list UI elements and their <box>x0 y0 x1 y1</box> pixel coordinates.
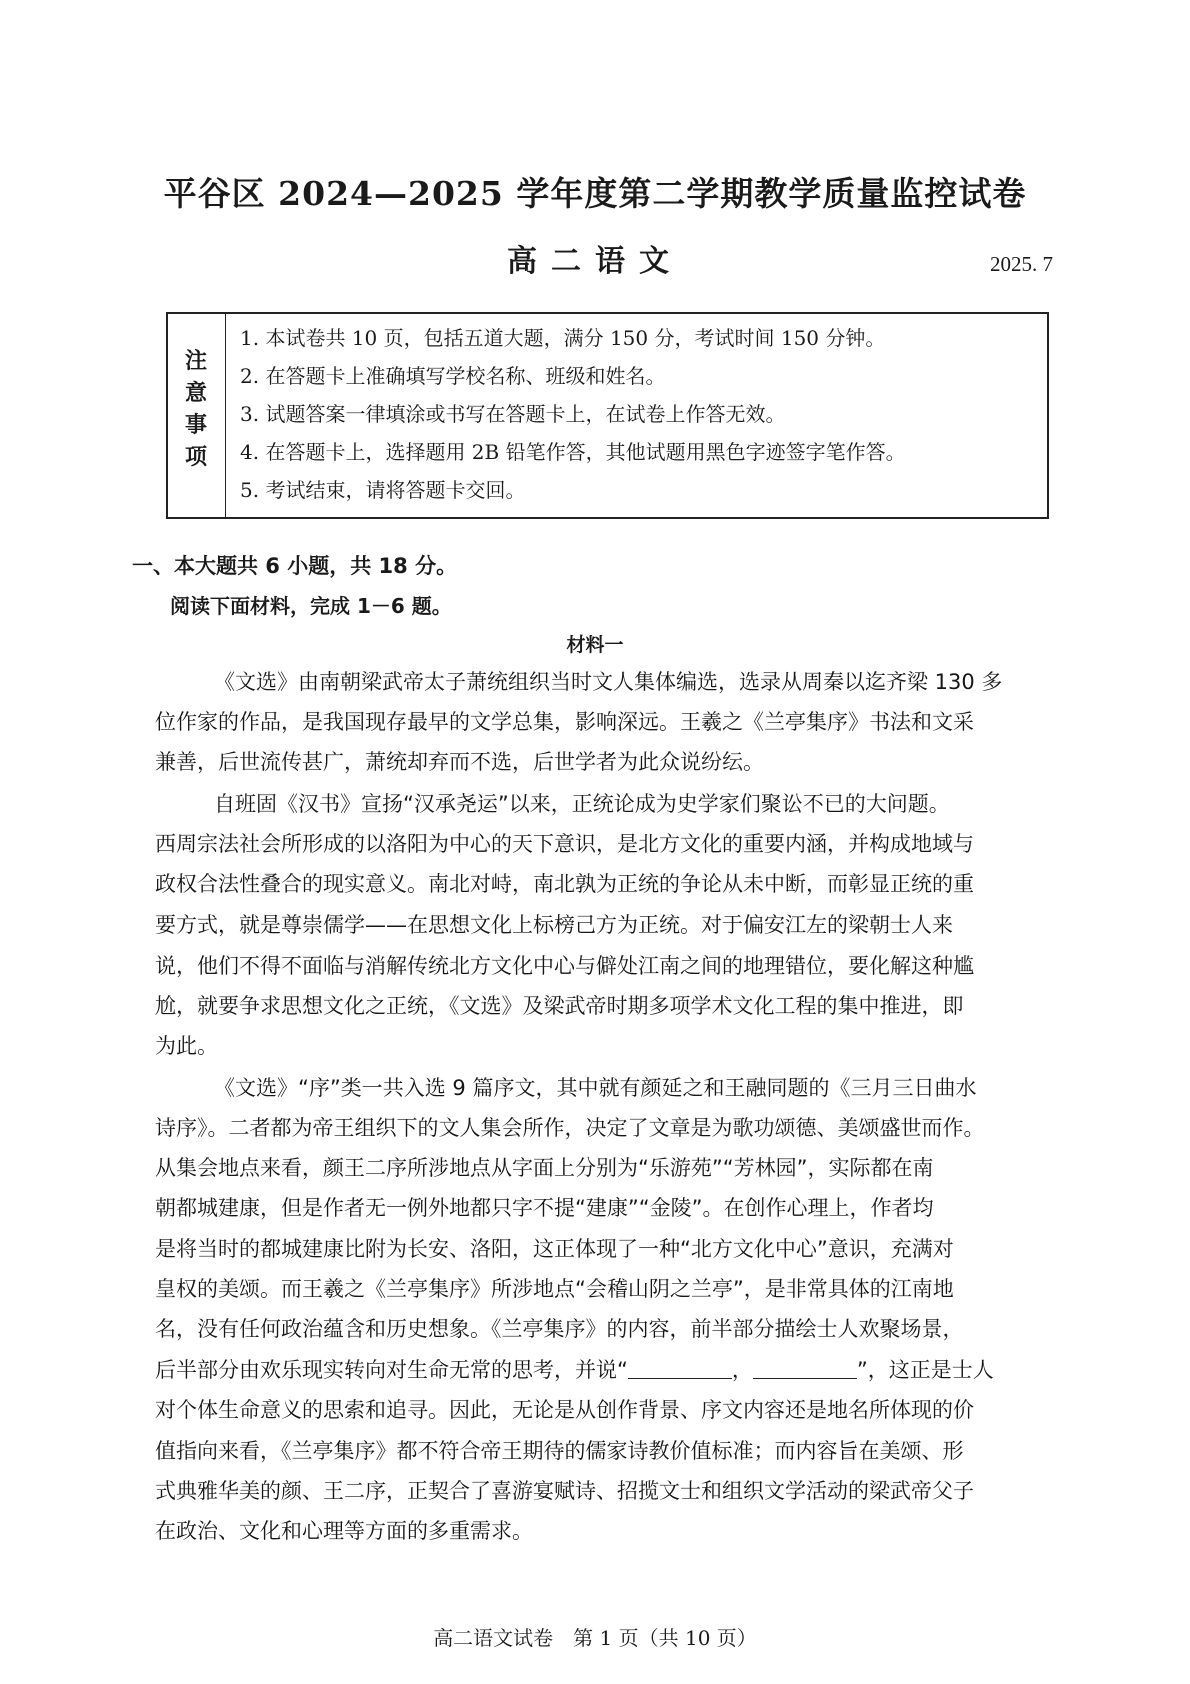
page-footer: 高二语文试卷 第 1 页（共 10 页） <box>433 1626 757 1650</box>
notice-label-char: 事 <box>184 413 207 438</box>
body-line: 说，他们不得不面临与消解传统北方文化中心与僻处江南之间的地理错位，要化解这种尴 <box>155 954 974 978</box>
body-line: 《文选》“序”类一共入选 9 篇序文，其中就有颜延之和王融同题的《三月三日曲水 <box>214 1076 977 1100</box>
body-line: 诗序》。二者都为帝王组织下的文人集会所作，决定了文章是为歌功颂德、美颂盛世而作。 <box>155 1116 985 1140</box>
notice-item: 3. 试题答案一律填涂或书写在答题卡上，在试卷上作答无效。 <box>240 402 786 426</box>
section-heading: 一、本大题共 6 小题，共 18 分。 <box>132 554 458 578</box>
body-line: 对个体生命意义的思索和追寻。因此，无论是从创作背景、序文内容还是地名所体现的价 <box>155 1398 974 1422</box>
notice-item: 1. 本试卷共 10 页，包括五道大题，满分 150 分，考试时间 150 分钟。 <box>240 326 886 350</box>
section-instruction: 阅读下面材料，完成 1－6 题。 <box>170 594 452 618</box>
notice-label-char: 项 <box>184 445 207 470</box>
body-line: 朝都城建康，但是作者无一例外地都只字不提“建康”“金陵”。在创作心理上，作者均 <box>155 1196 934 1220</box>
notice-item: 5. 考试结束，请将答题卡交回。 <box>240 478 526 502</box>
body-line: 在政治、文化和心理等方面的多重需求。 <box>155 1519 533 1543</box>
body-line: 政权合法性叠合的现实意义。南北对峙，南北孰为正统的争论从未中断，而彰显正统的重 <box>155 872 974 896</box>
blank-line-after: ”，这正是士人 <box>856 1358 994 1382</box>
body-line: 要方式，就是尊崇儒学——在思想文化上标榜己方为正统。对于偏安江左的梁朝士人来 <box>155 913 953 937</box>
body-line: 为此。 <box>155 1034 218 1058</box>
fill-in-blank-line <box>155 1354 994 1384</box>
body-line: 从集会地点来看，颜王二序所涉地点从字面上分别为“乐游苑”“芳林园”，实际都在南 <box>155 1156 934 1180</box>
body-line: 西周宗法社会所形成的以洛阳为中心的天下意识，是北方文化的重要内涵，并构成地域与 <box>155 832 974 856</box>
notice-label <box>168 314 226 517</box>
blank-line-middle: ， <box>731 1358 753 1382</box>
exam-title: 平谷区 2024—2025 学年度第二学期教学质量监控试卷 <box>163 174 1027 213</box>
body-line: 是将当时的都城建康比附为长安、洛阳，这正体现了一种“北方文化中心”意识，充满对 <box>155 1237 954 1261</box>
body-line: 位作家的作品，是我国现存最早的文学总集，影响深远。王羲之《兰亭集序》书法和文采 <box>155 710 974 734</box>
subject-title: 高二语文 <box>507 244 683 279</box>
body-line: 值指向来看，《兰亭集序》都不符合帝王期待的儒家诗教价值标准；而内容旨在美颂、形 <box>155 1439 964 1463</box>
body-line: 式典雅华美的颜、王二序，正契合了喜游宴赋诗、招揽文士和组织文学活动的梁武帝父子 <box>155 1479 974 1503</box>
exam-date: 2025. 7 <box>990 252 1053 276</box>
answer-blank-2[interactable] <box>753 1360 857 1379</box>
material-title: 材料一 <box>566 634 624 656</box>
body-line: 《文选》由南朝梁武帝太子萧统组织当时文人集体编选，选录从周秦以迄齐梁 130 多 <box>214 670 1003 694</box>
body-line: 名，没有任何政治蕴含和历史想象。《兰亭集序》的内容，前半部分描绘士人欢聚场景， <box>155 1317 964 1341</box>
notice-item: 2. 在答题卡上准确填写学校名称、班级和姓名。 <box>240 364 666 388</box>
notice-label-char: 意 <box>184 381 207 406</box>
body-line: 尬，就要争求思想文化之正统，《文选》及梁武帝时期多项学术文化工程的集中推进，即 <box>155 994 964 1018</box>
body-line: 自班固《汉书》宣扬“汉承尧运”以来，正统论成为史学家们聚讼不已的大问题。 <box>214 792 950 816</box>
answer-blank-1[interactable] <box>628 1360 732 1379</box>
blank-line-before: 后半部分由欢乐现实转向对生命无常的思考，并说“ <box>155 1358 628 1382</box>
notice-label-char: 注 <box>184 349 207 374</box>
notice-box <box>166 312 1049 519</box>
notice-item: 4. 在答题卡上，选择题用 2B 铅笔作答，其他试题用黑色字迹签字笔作答。 <box>240 440 906 464</box>
body-line: 兼善，后世流传甚广，萧统却弃而不选，后世学者为此众说纷纭。 <box>155 750 764 774</box>
body-line: 皇权的美颂。而王羲之《兰亭集序》所涉地点“会稽山阴之兰亭”，是非常具体的江南地 <box>155 1277 954 1301</box>
